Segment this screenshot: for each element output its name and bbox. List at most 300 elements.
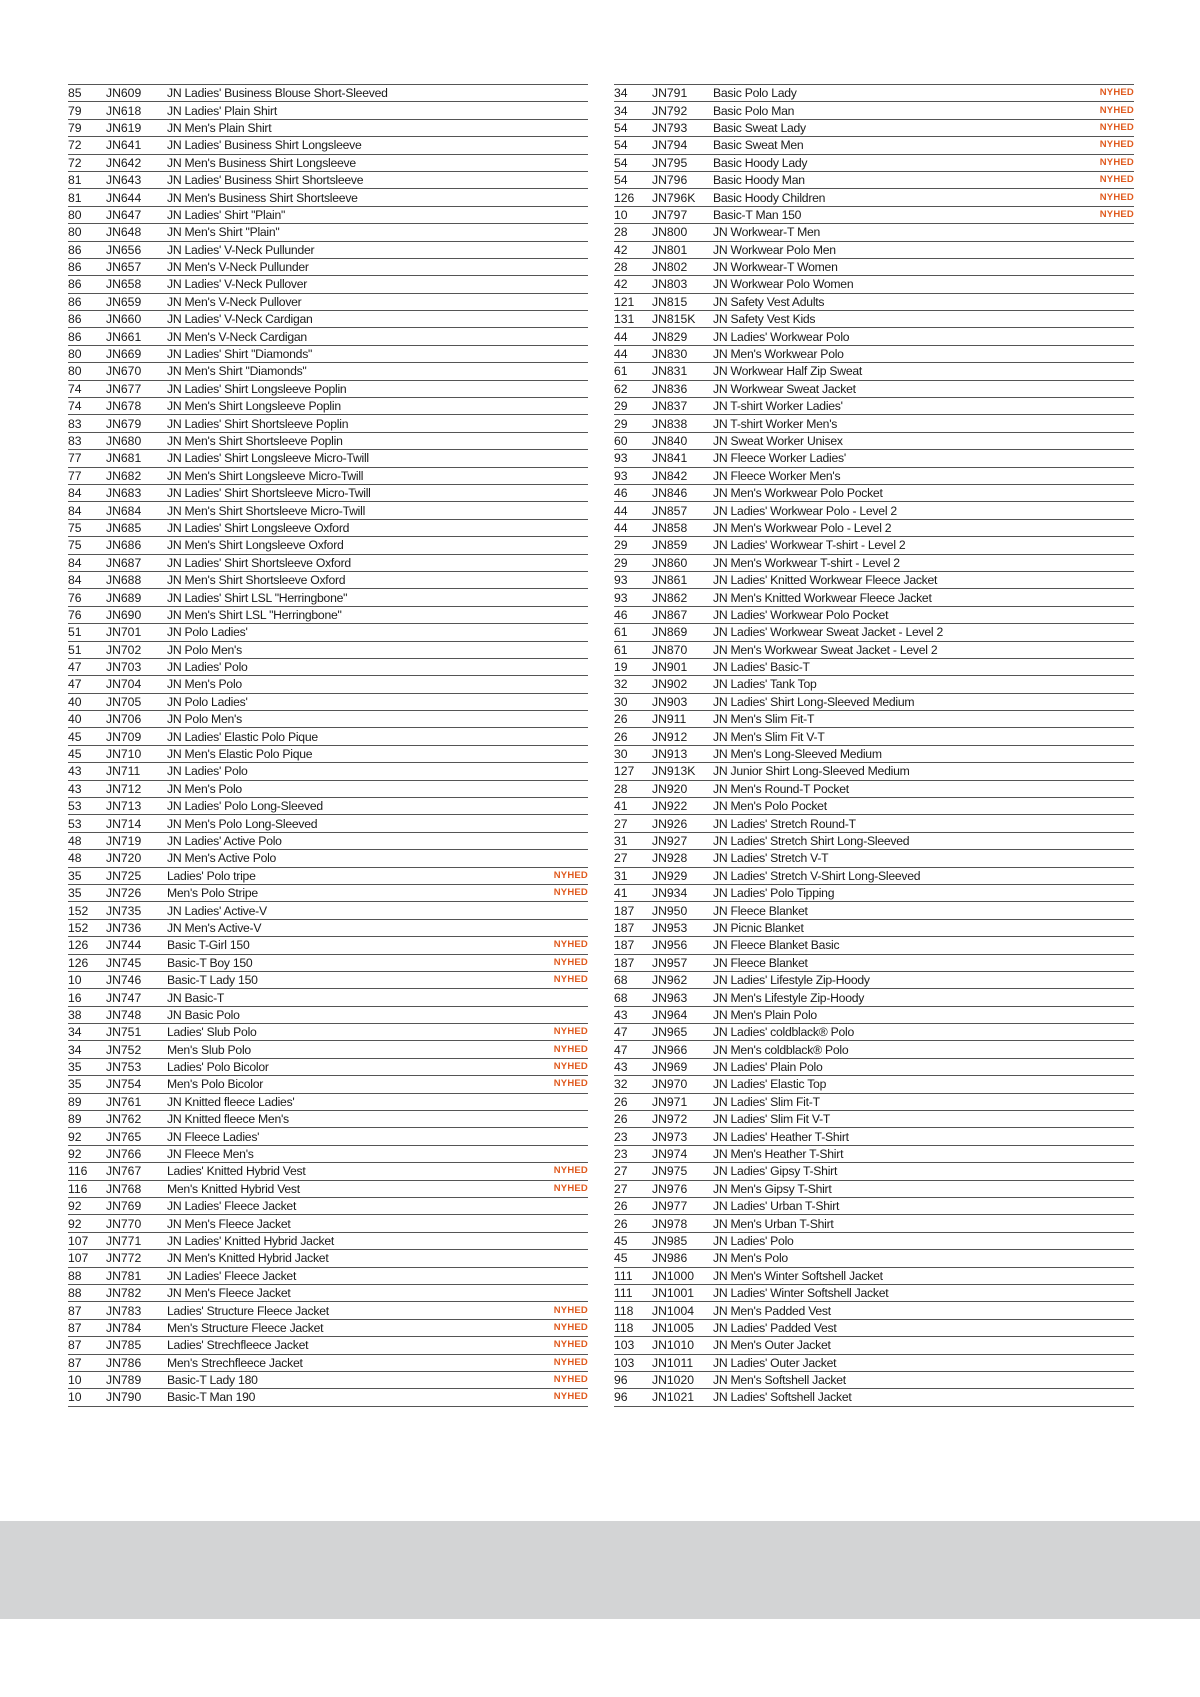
product-code: JN922 bbox=[652, 799, 688, 814]
product-description: JN Ladies' Plain Polo bbox=[713, 1060, 823, 1075]
product-description: Basic Hoody Man bbox=[713, 173, 805, 188]
product-description: Basic-T Lady 150 bbox=[167, 973, 258, 988]
page-number: 86 bbox=[68, 329, 82, 344]
product-description: JN Men's Urban T-Shirt bbox=[713, 1216, 834, 1231]
table-row bbox=[68, 1041, 588, 1058]
page-number: 42 bbox=[614, 242, 628, 257]
page-number: 84 bbox=[68, 486, 82, 501]
table-row bbox=[68, 502, 588, 519]
table-row bbox=[68, 450, 588, 467]
product-description: JN Sweat Worker Unisex bbox=[713, 434, 843, 448]
product-description: JN Men's Polo bbox=[713, 1251, 788, 1266]
page-number: 81 bbox=[68, 173, 82, 188]
table-row bbox=[68, 694, 588, 711]
product-description: Ladies' Knitted Hybrid Vest bbox=[167, 1164, 306, 1179]
table-row bbox=[68, 1059, 588, 1076]
page-number: 34 bbox=[68, 1025, 82, 1040]
product-code: JN677 bbox=[106, 381, 142, 396]
product-description: JN Men's Plain Shirt bbox=[167, 120, 272, 135]
table-row bbox=[614, 502, 1134, 519]
product-code: JN683 bbox=[106, 486, 142, 501]
table-row bbox=[614, 189, 1134, 206]
table-row bbox=[68, 172, 588, 189]
new-badge: NYHED bbox=[553, 1339, 588, 1351]
product-description: JN Men's Slim Fit V-T bbox=[713, 729, 825, 744]
product-description: JN Ladies' Polo Long-Sleeved bbox=[167, 799, 323, 814]
product-description: JN Ladies' Shirt Longsleeve Oxford bbox=[167, 520, 350, 535]
page-number: 81 bbox=[68, 190, 82, 205]
table-row bbox=[614, 624, 1134, 641]
page-number: 27 bbox=[614, 1164, 628, 1179]
product-code: JN903 bbox=[652, 694, 688, 709]
page-number: 126 bbox=[614, 190, 635, 205]
table-row bbox=[614, 346, 1134, 363]
product-code: JN934 bbox=[652, 886, 688, 901]
page-number: 31 bbox=[614, 833, 628, 848]
product-description: JN Ladies' Fleece Jacket bbox=[167, 1268, 297, 1283]
page-number: 44 bbox=[614, 329, 628, 344]
product-code: JN838 bbox=[652, 416, 688, 431]
product-description: JN Ladies' V-Neck Pullunder bbox=[167, 242, 315, 257]
product-code: JN669 bbox=[106, 347, 142, 362]
page-number: 27 bbox=[614, 816, 628, 831]
product-code: JN706 bbox=[106, 712, 142, 727]
product-description: Ladies' Polo Bicolor bbox=[167, 1060, 269, 1075]
new-badge: NYHED bbox=[553, 1165, 588, 1177]
product-description: JN Ladies' Slim Fit-T bbox=[713, 1094, 820, 1109]
page-number: 75 bbox=[68, 520, 82, 535]
page-number: 89 bbox=[68, 1094, 82, 1109]
new-badge: NYHED bbox=[1099, 139, 1134, 151]
product-description: JN Men's Shirt Shortsleeve Micro-Twill bbox=[167, 503, 366, 518]
product-code: JN701 bbox=[106, 625, 142, 640]
product-description: Ladies' Strechfleece Jacket bbox=[167, 1338, 309, 1353]
product-description: Ladies' Structure Fleece Jacket bbox=[167, 1303, 329, 1318]
table-row bbox=[614, 885, 1134, 902]
table-row bbox=[614, 1389, 1134, 1406]
page-number: 84 bbox=[68, 503, 82, 518]
product-description: JN Men's Fleece Jacket bbox=[167, 1286, 291, 1301]
product-description: JN Ladies' Shirt Shortsleeve Poplin bbox=[167, 416, 349, 431]
product-code: JN748 bbox=[106, 1007, 142, 1022]
page-number: 46 bbox=[614, 486, 628, 501]
page-number: 35 bbox=[68, 868, 82, 883]
page-number: 27 bbox=[614, 851, 628, 866]
table-row bbox=[614, 850, 1134, 867]
table-row bbox=[68, 1268, 588, 1285]
product-description: JN Workwear Sweat Jacket bbox=[713, 381, 856, 396]
table-row bbox=[68, 659, 588, 676]
product-code: JN902 bbox=[652, 677, 688, 692]
product-code: JN985 bbox=[652, 1233, 688, 1248]
product-code: JN867 bbox=[652, 607, 688, 622]
product-code: JN719 bbox=[106, 833, 142, 848]
page-number: 32 bbox=[614, 1077, 628, 1092]
product-description: JN Men's Elastic Polo Pique bbox=[167, 747, 313, 762]
product-code: JN686 bbox=[106, 538, 142, 553]
page-number: 54 bbox=[614, 155, 628, 170]
product-code: JN869 bbox=[652, 625, 688, 640]
page-number: 87 bbox=[68, 1320, 82, 1335]
product-description: JN Ladies' Polo bbox=[167, 660, 248, 675]
product-description: JN Ladies' V-Neck Pullover bbox=[167, 277, 308, 292]
product-description: JN Ladies' Shirt LSL "Herringbone" bbox=[167, 590, 348, 605]
product-description: Men's Knitted Hybrid Vest bbox=[167, 1181, 300, 1196]
page-number: 127 bbox=[614, 764, 635, 779]
product-description: JN Men's Long-Sleeved Medium bbox=[713, 747, 882, 762]
page-number: 187 bbox=[614, 938, 635, 953]
table-row bbox=[614, 955, 1134, 972]
product-code: JN761 bbox=[106, 1094, 142, 1109]
new-badge: NYHED bbox=[553, 1078, 588, 1090]
page-number: 29 bbox=[614, 538, 628, 553]
product-description: JN Men's Workwear Sweat Jacket - Level 2 bbox=[713, 642, 938, 657]
table-row bbox=[68, 728, 588, 745]
page-number: 48 bbox=[68, 833, 82, 848]
table-row bbox=[68, 485, 588, 502]
page-number: 42 bbox=[614, 277, 628, 292]
page-number: 43 bbox=[68, 781, 82, 796]
product-code: JN912 bbox=[652, 729, 688, 744]
page-number: 86 bbox=[68, 242, 82, 257]
table-row bbox=[68, 102, 588, 119]
table-row bbox=[614, 1181, 1134, 1198]
page-number: 62 bbox=[614, 381, 628, 396]
product-description: Basic Sweat Lady bbox=[713, 120, 806, 135]
page-number: 92 bbox=[68, 1129, 82, 1144]
table-row bbox=[68, 1198, 588, 1215]
table-row bbox=[68, 85, 588, 102]
new-badge: NYHED bbox=[553, 1061, 588, 1073]
product-code: JN837 bbox=[652, 399, 688, 414]
product-code: JN969 bbox=[652, 1060, 688, 1075]
page-number: 103 bbox=[614, 1355, 635, 1370]
product-code: JN858 bbox=[652, 520, 688, 535]
table-row bbox=[614, 1059, 1134, 1076]
product-description: JN Knitted fleece Ladies' bbox=[167, 1094, 295, 1109]
table-row bbox=[68, 815, 588, 832]
product-code: JN870 bbox=[652, 642, 688, 657]
product-description: JN Ladies' Active Polo bbox=[167, 833, 282, 848]
page-number: 118 bbox=[614, 1303, 634, 1318]
page-number: 80 bbox=[68, 347, 82, 362]
page-number: 34 bbox=[614, 86, 628, 101]
product-description: JN Ladies' Stretch Round-T bbox=[713, 816, 856, 831]
product-description: JN Ladies' Elastic Polo Pique bbox=[167, 729, 318, 744]
product-description: JN Men's Shirt Shortsleeve Poplin bbox=[167, 434, 343, 448]
table-row bbox=[68, 885, 588, 902]
page-number: 54 bbox=[614, 138, 628, 153]
table-row bbox=[68, 1372, 588, 1389]
table-row bbox=[614, 746, 1134, 763]
new-badge: NYHED bbox=[1099, 121, 1134, 133]
product-code: JN829 bbox=[652, 329, 688, 344]
product-code: JN754 bbox=[106, 1077, 142, 1092]
product-code: JN963 bbox=[652, 990, 688, 1005]
product-code: JN752 bbox=[106, 1042, 142, 1057]
page-number: 86 bbox=[68, 312, 82, 327]
product-code: JN772 bbox=[106, 1251, 142, 1266]
table-row bbox=[68, 276, 588, 293]
page-number: 79 bbox=[68, 103, 82, 118]
product-code: JN736 bbox=[106, 920, 142, 935]
table-row bbox=[68, 433, 588, 450]
product-description: JN Ladies' Knitted Hybrid Jacket bbox=[167, 1233, 335, 1248]
page-number: 80 bbox=[68, 225, 82, 240]
product-description: JN Ladies' Polo bbox=[167, 764, 248, 779]
product-code: JN661 bbox=[106, 329, 142, 344]
page-number: 86 bbox=[68, 260, 82, 275]
product-code: JN648 bbox=[106, 225, 142, 240]
page-number: 26 bbox=[614, 1112, 628, 1127]
product-description: Basic-T Man 150 bbox=[713, 207, 802, 222]
product-code: JN836 bbox=[652, 381, 688, 396]
product-code: JN768 bbox=[106, 1181, 142, 1196]
page-number: 85 bbox=[68, 86, 82, 101]
product-code: JN680 bbox=[106, 434, 142, 448]
product-code: JN794 bbox=[652, 138, 688, 153]
product-code: JN711 bbox=[106, 764, 141, 779]
table-row bbox=[68, 798, 588, 815]
new-badge: NYHED bbox=[1099, 104, 1134, 116]
product-description: JN Ladies' Stretch V-Shirt Long-Sleeved bbox=[713, 868, 921, 883]
table-row bbox=[68, 937, 588, 954]
page-number: 26 bbox=[614, 1094, 628, 1109]
page-number: 53 bbox=[68, 799, 82, 814]
table-row bbox=[68, 363, 588, 380]
table-row bbox=[68, 346, 588, 363]
product-description: JN Ladies' Business Shirt Longsleeve bbox=[167, 138, 362, 153]
product-code: JN986 bbox=[652, 1251, 688, 1266]
new-badge: NYHED bbox=[1099, 174, 1134, 186]
product-description: JN Men's V-Neck Cardigan bbox=[167, 329, 307, 344]
page-number: 87 bbox=[68, 1303, 82, 1318]
product-description: JN Men's Workwear Polo - Level 2 bbox=[713, 520, 892, 535]
page-number: 60 bbox=[614, 434, 628, 448]
page-number: 44 bbox=[614, 520, 628, 535]
product-description: JN Men's Shirt "Plain" bbox=[167, 225, 280, 240]
product-description: JN Junior Shirt Long-Sleeved Medium bbox=[713, 764, 910, 779]
table-row bbox=[614, 1337, 1134, 1354]
product-code: JN796 bbox=[652, 173, 688, 188]
product-code: JN1021 bbox=[652, 1390, 695, 1405]
page-number: 79 bbox=[68, 120, 82, 135]
table-row bbox=[68, 415, 588, 432]
table-row bbox=[68, 398, 588, 415]
table-row bbox=[614, 1268, 1134, 1285]
table-row bbox=[614, 711, 1134, 728]
product-description: JN Ladies' Polo Tipping bbox=[713, 886, 835, 901]
product-code: JN644 bbox=[106, 190, 142, 205]
table-row bbox=[614, 155, 1134, 172]
product-description: JN Ladies' Workwear T-shirt - Level 2 bbox=[713, 538, 906, 553]
product-description: JN Men's Polo Long-Sleeved bbox=[167, 816, 318, 831]
new-badge: NYHED bbox=[553, 1374, 588, 1386]
product-code: JN796K bbox=[652, 190, 696, 205]
page-number: 84 bbox=[68, 555, 82, 570]
table-row bbox=[614, 1320, 1134, 1337]
page-number: 47 bbox=[68, 660, 82, 675]
product-description: JN Men's Workwear Polo Pocket bbox=[713, 486, 883, 501]
page-number: 29 bbox=[614, 416, 628, 431]
table-row bbox=[68, 381, 588, 398]
product-description: JN Men's Lifestyle Zip-Hoody bbox=[713, 990, 865, 1005]
product-description: JN Men's Shirt "Diamonds" bbox=[167, 364, 307, 379]
page-number: 107 bbox=[68, 1233, 89, 1248]
product-code: JN713 bbox=[106, 799, 142, 814]
table-row bbox=[614, 589, 1134, 606]
table-row bbox=[614, 555, 1134, 572]
page-number: 40 bbox=[68, 712, 82, 727]
product-description: JN Ladies' Winter Softshell Jacket bbox=[713, 1286, 889, 1301]
table-row bbox=[614, 1198, 1134, 1215]
product-code: JN746 bbox=[106, 973, 142, 988]
new-badge: NYHED bbox=[1099, 191, 1134, 203]
table-row bbox=[68, 259, 588, 276]
product-code: JN753 bbox=[106, 1060, 142, 1075]
product-description: JN Ladies' Softshell Jacket bbox=[713, 1390, 852, 1405]
product-description: JN Ladies' Urban T-Shirt bbox=[713, 1199, 840, 1214]
table-row bbox=[68, 294, 588, 311]
product-code: JN913 bbox=[652, 747, 688, 762]
page-number: 35 bbox=[68, 1077, 82, 1092]
product-index-right-column bbox=[614, 84, 1134, 1407]
page-number: 89 bbox=[68, 1112, 82, 1127]
table-row bbox=[614, 468, 1134, 485]
product-description: JN Fleece Men's bbox=[167, 1147, 254, 1162]
product-description: JN Ladies' Shirt Longsleeve Micro-Twill bbox=[167, 451, 369, 466]
product-code: JN745 bbox=[106, 955, 142, 970]
product-code: JN682 bbox=[106, 468, 142, 483]
page-number: 31 bbox=[614, 868, 628, 883]
table-row bbox=[614, 242, 1134, 259]
product-code: JN720 bbox=[106, 851, 142, 866]
table-row bbox=[614, 694, 1134, 711]
product-code: JN970 bbox=[652, 1077, 688, 1092]
product-description: JN Fleece Blanket Basic bbox=[713, 938, 840, 953]
product-description: JN T-shirt Worker Men's bbox=[713, 416, 838, 431]
product-code: JN793 bbox=[652, 120, 688, 135]
page-number: 93 bbox=[614, 590, 628, 605]
table-row bbox=[68, 242, 588, 259]
product-description: Men's Polo Bicolor bbox=[167, 1077, 264, 1092]
page-number: 43 bbox=[614, 1007, 628, 1022]
product-description: JN Ladies' Workwear Polo - Level 2 bbox=[713, 503, 897, 518]
table-row bbox=[68, 1111, 588, 1128]
page-number: 47 bbox=[68, 677, 82, 692]
footer-band bbox=[0, 1521, 1200, 1619]
product-code: JN803 bbox=[652, 277, 688, 292]
table-row bbox=[614, 1146, 1134, 1163]
table-row bbox=[614, 763, 1134, 780]
table-row bbox=[614, 937, 1134, 954]
page-number: 92 bbox=[68, 1216, 82, 1231]
product-code: JN791 bbox=[652, 86, 688, 101]
product-description: JN Polo Ladies' bbox=[167, 625, 248, 640]
table-row bbox=[614, 328, 1134, 345]
table-row bbox=[614, 781, 1134, 798]
product-description: JN Men's Business Shirt Shortsleeve bbox=[167, 190, 358, 205]
page-number: 88 bbox=[68, 1268, 82, 1283]
page-number: 72 bbox=[68, 138, 82, 153]
product-description: Basic Hoody Children bbox=[713, 190, 826, 205]
product-description: JN Men's V-Neck Pullover bbox=[167, 294, 302, 309]
product-description: Basic T-Girl 150 bbox=[167, 938, 250, 953]
table-row bbox=[614, 1250, 1134, 1267]
product-code: JN681 bbox=[106, 451, 142, 466]
product-code: JN802 bbox=[652, 260, 688, 275]
page-number: 77 bbox=[68, 468, 82, 483]
product-description: JN Workwear-T Women bbox=[713, 260, 838, 275]
table-row bbox=[68, 1355, 588, 1372]
page-number: 77 bbox=[68, 451, 82, 466]
page-number: 28 bbox=[614, 781, 628, 796]
product-description: Men's Polo Stripe bbox=[167, 886, 258, 901]
product-code: JN705 bbox=[106, 694, 142, 709]
product-description: JN Men's Gipsy T-Shirt bbox=[713, 1181, 832, 1196]
page-number: 74 bbox=[68, 399, 82, 414]
product-code: JN928 bbox=[652, 851, 688, 866]
page-number: 41 bbox=[614, 799, 628, 814]
page-number: 86 bbox=[68, 277, 82, 292]
page-number: 44 bbox=[614, 347, 628, 362]
table-row bbox=[68, 572, 588, 589]
product-code: JN1010 bbox=[652, 1338, 695, 1353]
product-description: JN Men's V-Neck Pullunder bbox=[167, 260, 309, 275]
product-code: JN842 bbox=[652, 468, 688, 483]
new-badge: NYHED bbox=[553, 869, 588, 881]
page-number: 187 bbox=[614, 955, 635, 970]
product-code: JN860 bbox=[652, 555, 688, 570]
table-row bbox=[614, 120, 1134, 137]
product-description: JN Men's Polo bbox=[167, 781, 242, 796]
product-description: JN Fleece Blanket bbox=[713, 955, 808, 970]
table-row bbox=[614, 450, 1134, 467]
product-description: JN Ladies' Workwear Polo bbox=[713, 329, 850, 344]
product-code: JN927 bbox=[652, 833, 688, 848]
table-row bbox=[68, 1163, 588, 1180]
product-description: JN Ladies' Shirt Long-Sleeved Medium bbox=[713, 694, 915, 709]
product-description: JN Workwear-T Men bbox=[713, 225, 821, 240]
product-code: JN792 bbox=[652, 103, 688, 118]
table-row bbox=[68, 781, 588, 798]
page-number: 35 bbox=[68, 1060, 82, 1075]
product-description: JN Safety Vest Kids bbox=[713, 312, 816, 327]
product-description: Men's Slub Polo bbox=[167, 1042, 251, 1057]
page-number: 68 bbox=[614, 973, 628, 988]
table-row bbox=[614, 311, 1134, 328]
product-code: JN846 bbox=[652, 486, 688, 501]
product-description: JN Men's Active-V bbox=[167, 920, 262, 935]
product-description: JN T-shirt Worker Ladies' bbox=[713, 399, 843, 414]
product-code: JN714 bbox=[106, 816, 142, 831]
page-number: 121 bbox=[614, 294, 635, 309]
product-code: JN712 bbox=[106, 781, 142, 796]
product-code: JN765 bbox=[106, 1129, 142, 1144]
new-badge: NYHED bbox=[553, 939, 588, 951]
page-number: 54 bbox=[614, 120, 628, 135]
product-code: JN815 bbox=[652, 294, 688, 309]
product-description: JN Ladies' Outer Jacket bbox=[713, 1355, 837, 1370]
new-badge: NYHED bbox=[1099, 208, 1134, 220]
product-code: JN953 bbox=[652, 920, 688, 935]
product-description: JN Ladies' Fleece Jacket bbox=[167, 1199, 297, 1214]
product-code: JN619 bbox=[106, 120, 142, 135]
product-description: JN Men's Outer Jacket bbox=[713, 1338, 831, 1353]
page-number: 19 bbox=[614, 660, 628, 675]
table-row bbox=[68, 120, 588, 137]
product-description: JN Safety Vest Adults bbox=[713, 294, 825, 309]
